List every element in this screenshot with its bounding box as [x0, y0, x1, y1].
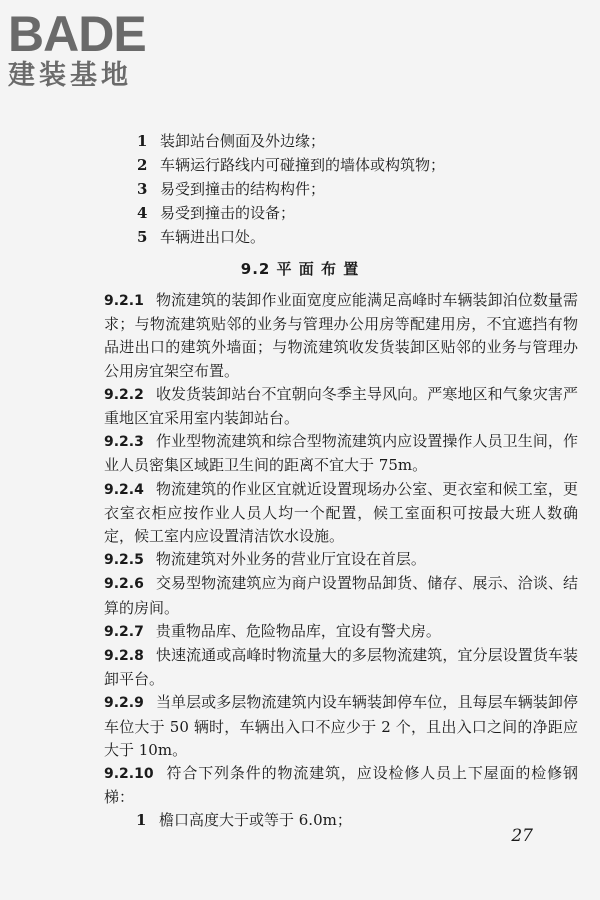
- clause-text: 符合下列条件的物流建筑，应设检修人员上下屋面的检修钢梯：: [104, 764, 578, 807]
- clauses-body: [104, 289, 578, 833]
- logo-brand: BADE: [8, 6, 146, 62]
- clause-text: 物流建筑的作业区宜就近设置现场办公室、更衣室和候工室，更衣室衣柜应按作业人员人均一个配置，候工室面积可按最大班人数确定，候工室内应设置清洁饮水设施。: [104, 479, 578, 546]
- list-item-number: 2: [137, 156, 148, 174]
- list-item-number: 4: [137, 204, 148, 222]
- list-item-number: 5: [137, 228, 148, 246]
- list-item: [137, 177, 325, 201]
- clause: [104, 762, 578, 809]
- clause: [104, 620, 578, 644]
- clause-number: 9.2.3: [104, 434, 144, 451]
- clause-number: 9.2.1: [104, 293, 144, 309]
- section-heading: 9.2 平 面 布 置: [240, 260, 360, 278]
- clause-number: 9.2.9: [104, 695, 144, 712]
- list-item-text: 易受到撞击的设备；: [160, 204, 296, 222]
- list-item: [137, 201, 295, 225]
- clause-number: 9.2.5: [104, 552, 144, 569]
- clause-text: 作业型物流建筑和综合型物流建筑内应设置操作人员卫生间，作业人员密集区域距卫生间的距离不宜大于 75m。: [104, 432, 578, 475]
- clause: [104, 383, 578, 430]
- clause-text: 收发货装卸站台不宜朝向冬季主导风向。严寒地区和气象灾害严重地区宜采用室内装卸站台。: [104, 384, 578, 428]
- clause: [104, 289, 578, 383]
- clause-number: 9.2.6: [104, 576, 144, 593]
- list-item: [137, 153, 445, 177]
- clause-text: 当单层或多层物流建筑内设车辆装卸停车位，且每层车辆装卸停车位大于 50 辆时，车辆出入口不应少于 2 个，且出入口之间的净距应大于 10m。: [104, 693, 578, 759]
- clause: [104, 548, 578, 572]
- logo-subtitle: 建装基地: [8, 60, 132, 91]
- clause: [104, 478, 578, 549]
- list-item: [104, 809, 578, 832]
- clause-number: 9.2.8: [104, 648, 144, 665]
- clause-number: 9.2.7: [104, 623, 144, 640]
- list-item-number: 1: [136, 811, 147, 830]
- list-item: [137, 225, 265, 249]
- page-number: 27: [511, 826, 533, 846]
- list-item-text: 装卸站台侧面及外边缘；: [160, 132, 326, 150]
- clause-number: 9.2.10: [104, 766, 154, 783]
- list-item-text: 车辆运行路线内可碰撞到的墙体或构筑物；: [160, 156, 446, 174]
- list-item-text: 车辆进出口处。: [160, 228, 266, 246]
- list-item-text: 檐口高度大于或等于 6.0m；: [159, 811, 352, 830]
- clause: [104, 691, 578, 762]
- clause-number: 9.2.4: [104, 481, 144, 498]
- bade-logo: [8, 6, 146, 92]
- clause-number: 9.2.2: [104, 386, 144, 403]
- clause-text: 贵重物品库、危险物品库，宜设有警犬房。: [155, 621, 441, 640]
- clause: [104, 572, 578, 619]
- clause-text: 物流建筑的装卸作业面宽度应能满足高峰时车辆装卸泊位数量需求；与物流建筑贴邻的业务与管理办公用房等配建用房，不宜遮挡有物品进出口的建筑外墙面；与物流建筑收发货装卸区贴邻的业务与管理办公用房宜架空布置。: [104, 291, 578, 380]
- list-item-text: 易受到撞击的结构构件；: [160, 180, 326, 198]
- clause-text: 快速流通或高峰时物流量大的多层物流建筑，宜分层设置货车装卸平台。: [104, 646, 578, 689]
- clause: [104, 644, 578, 691]
- clause-text: 交易型物流建筑应为商户设置物品卸货、储存、展示、洽谈、结算的房间。: [104, 574, 578, 617]
- list-item: [137, 129, 325, 153]
- clause: [104, 430, 578, 477]
- clause-text: 物流建筑对外业务的营业厅宜设在首层。: [155, 550, 426, 569]
- list-item-number: 1: [137, 132, 148, 150]
- list-item-number: 3: [137, 180, 148, 198]
